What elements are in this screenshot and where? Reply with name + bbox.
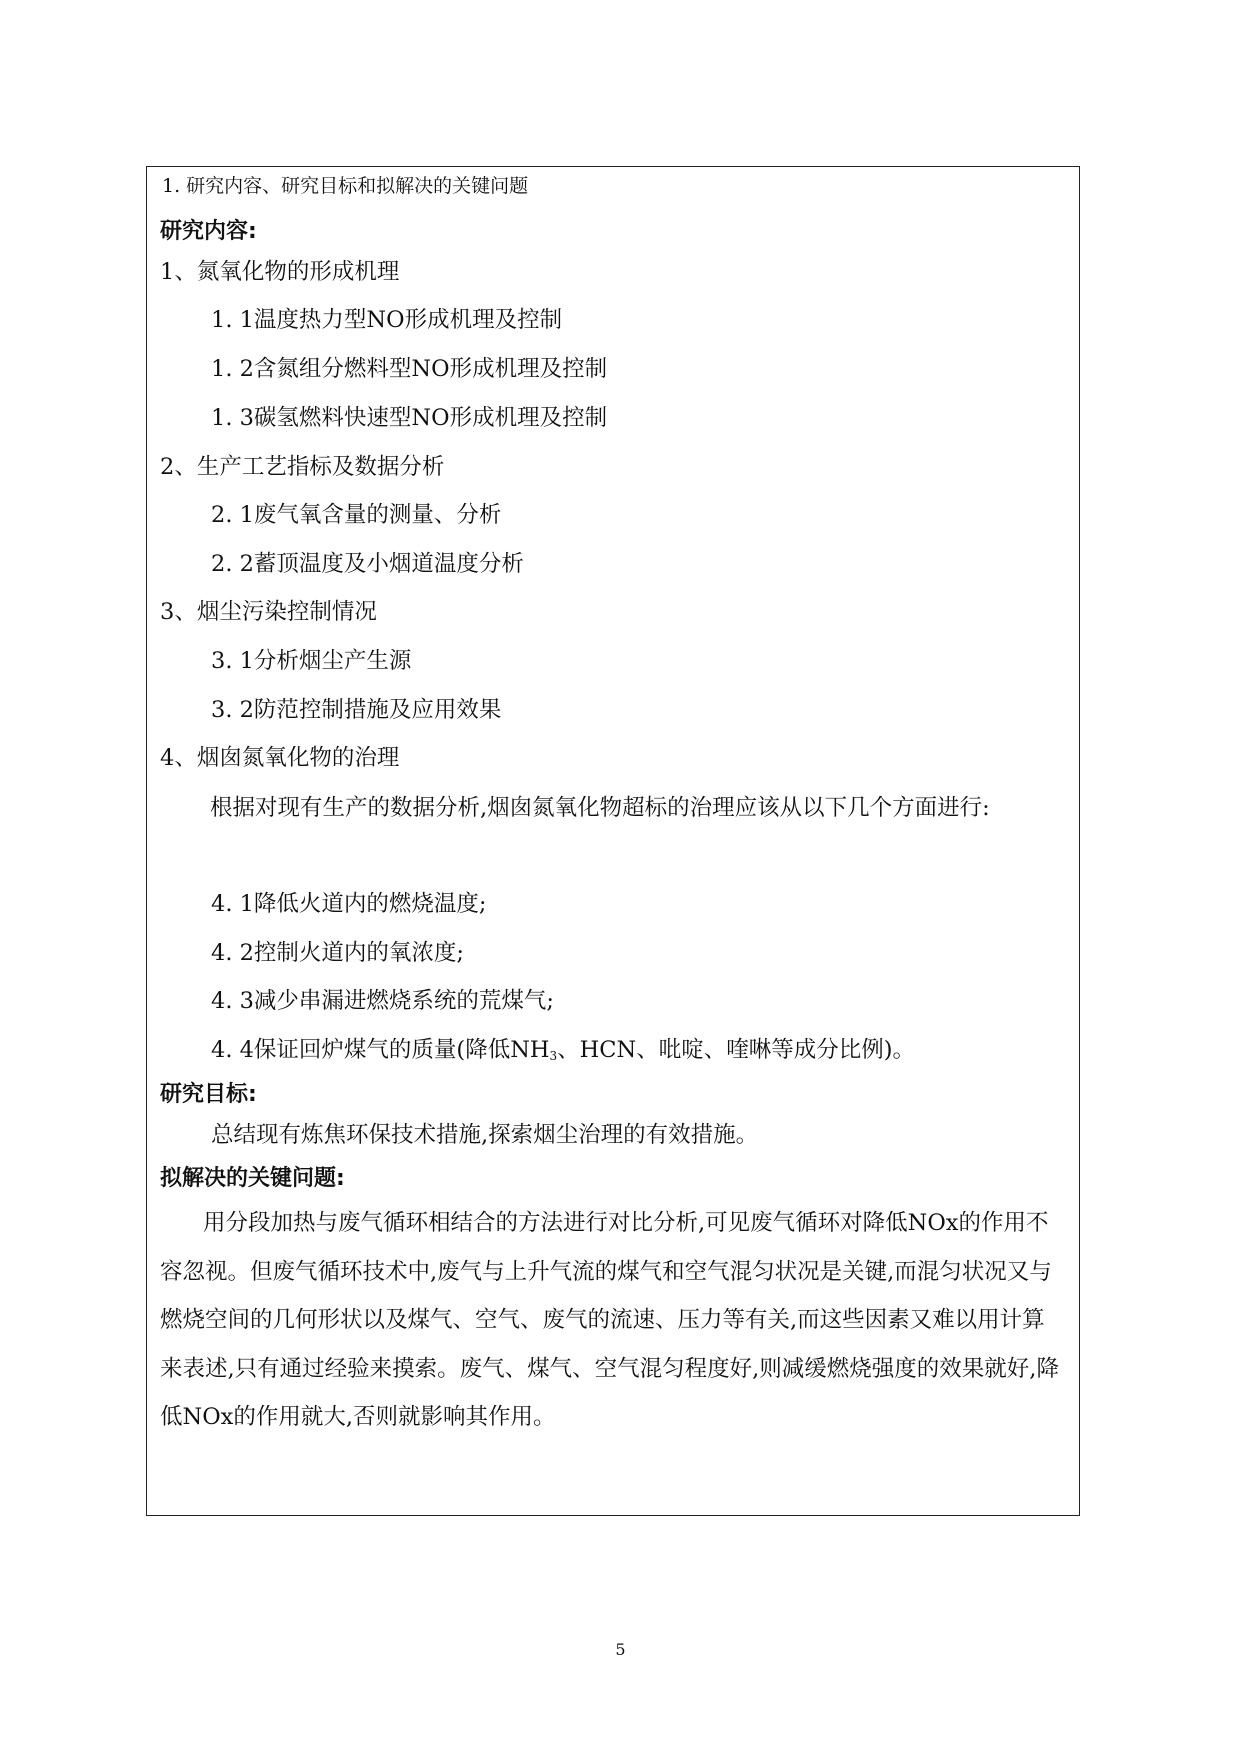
- item-1-2: 1. 2含氮组分燃料型NO形成机理及控制: [211, 356, 608, 382]
- item-3-2: 3. 2防范控制措施及应用效果: [211, 697, 502, 723]
- research-goal-heading: 研究目标:: [160, 1082, 257, 1107]
- item-2-1: 2. 1废气氧含量的测量、分析: [211, 502, 502, 528]
- item-4-2: 4. 2控制火道内的氧浓度;: [211, 940, 465, 966]
- research-goal-text: 总结现有炼焦环保技术措施,探索烟尘治理的有效措施。: [211, 1122, 759, 1148]
- item-4-paragraph: 根据对现有生产的数据分析,烟囱氮氧化物超标的治理应该从以下几个方面进行:: [210, 795, 990, 821]
- key-problems-heading: 拟解决的关键问题:: [160, 1166, 345, 1191]
- page-number: 5: [615, 1640, 626, 1659]
- research-content-heading: 研究内容:: [160, 219, 257, 244]
- item-4-1: 4. 1降低火道内的燃烧温度;: [211, 891, 487, 917]
- item-4-4-text-b: 、HCN、吡啶、喹啉等成分比例)。: [557, 1037, 915, 1063]
- item-3-1: 3. 1分析烟尘产生源: [211, 648, 412, 674]
- item-3: 3、烟尘污染控制情况: [160, 599, 377, 625]
- item-2-2: 2. 2蓄顶温度及小烟道温度分析: [211, 551, 524, 577]
- key-problems-paragraph: 用分段加热与废气循环相结合的方法进行对比分析,可见废气循环对降低NOx的作用不容忽视。但废气循环技术中,废气与上升气流的煤气和空气混匀状况是关键,而混匀状况又与燃烧空间的几何形状以及煤气、空气、废气的流速、压力等有关,而这些因素又难以用计算来表述,只有通过经验来摸索。废气、煤气、空气混匀程度好,则减缓燃烧强度的效果就好,降低NOx的作用就大,否则就影响其作用。: [160, 1210, 1059, 1431]
- item-4: 4、烟囱氮氧化物的治理: [160, 745, 400, 771]
- section-header: 1. 研究内容、研究目标和拟解决的关键问题: [162, 175, 529, 197]
- item-4-4-text-a: 4. 4保证回炉煤气的质量(降低NH: [211, 1037, 550, 1063]
- item-2: 2、生产工艺指标及数据分析: [160, 454, 445, 480]
- item-1: 1、氮氧化物的形成机理: [160, 259, 400, 285]
- nh3-subscript: 3: [549, 1049, 558, 1063]
- item-1-1: 1. 1温度热力型NO形成机理及控制: [211, 307, 563, 333]
- item-1-3: 1. 3碳氢燃料快速型NO形成机理及控制: [211, 405, 608, 431]
- item-4-3: 4. 3减少串漏进燃烧系统的荒煤气;: [211, 988, 555, 1014]
- item-4-4: [211, 1039, 915, 1062]
